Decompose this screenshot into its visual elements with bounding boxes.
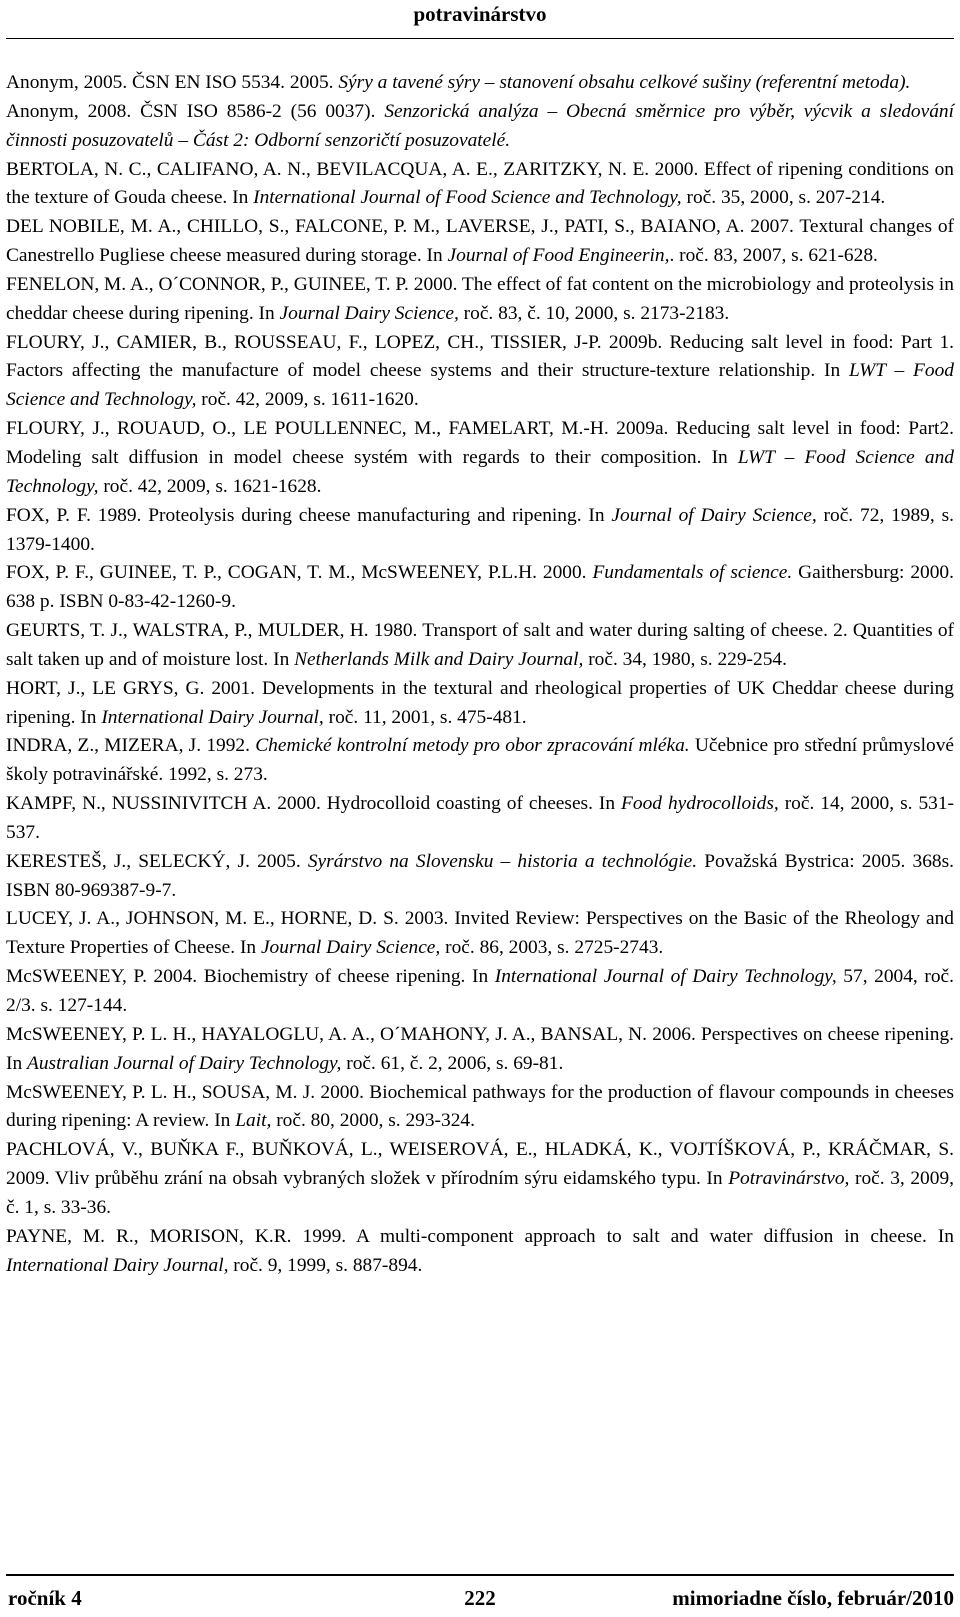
reference-source: International Dairy Journal, bbox=[6, 1254, 229, 1276]
reference-text: KAMPF, N., NUSSINIVITCH A. 2000. Hydrocolloid coasting of cheeses. In bbox=[6, 793, 622, 815]
reference-entry bbox=[6, 1021, 954, 1079]
page-header bbox=[0, 0, 960, 28]
page-footer bbox=[6, 1584, 954, 1612]
page-number: 222 bbox=[464, 1586, 496, 1610]
footer-divider bbox=[6, 1574, 954, 1576]
reference-text: Učebnice pro střední průmyslové školy potravinářské. 1992, s. 273. bbox=[6, 735, 954, 786]
reference-source: Senzorická analýza – Obecná směrnice pro výběr, výcvik a sledování činnosti posuzovatelů – Část 2: Odborní senzoričtí posuzovatelé. bbox=[6, 100, 954, 151]
reference-entry bbox=[6, 559, 954, 617]
reference-entry bbox=[6, 732, 954, 790]
reference-list bbox=[6, 69, 954, 1280]
reference-text: FENELON, M. A., O´CONNOR, P., GUINEE, T. P. 2000. The effect of fat content on the microbiology and proteolysis in cheddar cheese during ripening. In bbox=[6, 273, 954, 324]
reference-text: LUCEY, J. A., JOHNSON, M. E., HORNE, D. S. 2003. Invited Review: Perspectives on the Basic of the Rheology and Texture Properties of Cheese. In bbox=[6, 908, 954, 959]
reference-text: roč. 35, 2000, s. 207-214. bbox=[681, 187, 886, 209]
reference-entry bbox=[6, 213, 954, 271]
reference-source: Syrárstvo na Slovensku – historia a technológie. bbox=[307, 850, 698, 872]
reference-text: roč. 86, 2003, s. 2725-2743. bbox=[440, 937, 664, 959]
reference-entry bbox=[6, 848, 954, 906]
reference-source: International Journal of Food Science and Technology, bbox=[253, 187, 682, 209]
reference-text: Považská Bystrica: 2005. 368s. ISBN 80-969387-9-7. bbox=[6, 850, 954, 901]
reference-source: Lait, bbox=[235, 1110, 272, 1132]
reference-text: roč. 11, 2001, s. 475-481. bbox=[323, 706, 527, 728]
reference-entry bbox=[6, 502, 954, 560]
issue-label: mimoriadne číslo, február/2010 bbox=[672, 1586, 954, 1610]
reference-text: Gaithersburg: 2000. 638 p. ISBN 0-83-42-1260-9. bbox=[6, 562, 954, 613]
reference-source: International Journal of Dairy Technology, bbox=[494, 966, 837, 988]
reference-text: McSWEENEY, P. L. H., SOUSA, M. J. 2000. Biochemical pathways for the production of flavour compounds in cheeses during ripening: A review. In bbox=[6, 1081, 954, 1132]
reference-text: PAYNE, M. R., MORISON, K.R. 1999. A multi-component approach to salt and water diffusion in cheese. In bbox=[6, 1225, 954, 1247]
reference-source: LWT – Food Science and Technology, bbox=[6, 446, 954, 497]
reference-source: Chemické kontrolní metody pro obor zpracování mléka. bbox=[255, 735, 690, 757]
reference-entry bbox=[6, 905, 954, 963]
reference-entry bbox=[6, 156, 954, 214]
reference-text: PACHLOVÁ, V., BUŇKA F., BUŇKOVÁ, L., WEISEROVÁ, E., HLADKÁ, K., VOJTÍŠKOVÁ, P., KRÁČMAR, S. 2009. Vliv průběhu zrání na obsah vybraných složek v přírodním sýru eidamského typu. In bbox=[6, 1139, 954, 1190]
reference-entry bbox=[6, 271, 954, 329]
reference-entry bbox=[6, 1136, 954, 1223]
journal-title: potravinárstvo bbox=[413, 2, 547, 26]
reference-text: FOX, P. F. 1989. Proteolysis during cheese manufacturing and ripening. In bbox=[6, 504, 612, 526]
reference-source: Australian Journal of Dairy Technology, bbox=[27, 1052, 342, 1074]
reference-text: roč. 3, 2009, č. 1, s. 33-36. bbox=[6, 1168, 954, 1218]
reference-source: Potravinárstvo, bbox=[728, 1168, 850, 1190]
reference-text: BERTOLA, N. C., CALIFANO, A. N., BEVILACQUA, A. E., ZARITZKY, N. E. 2000. Effect of ripening conditions on the texture of Gouda cheese. In bbox=[6, 158, 954, 209]
reference-text: KERESTEŠ, J., SELECKÝ, J. 2005. bbox=[6, 850, 308, 872]
reference-source: Fundamentals of science. bbox=[592, 562, 793, 584]
reference-source: Journal Dairy Science, bbox=[260, 937, 441, 959]
reference-text: roč. 34, 1980, s. 229-254. bbox=[583, 648, 787, 670]
reference-text: roč. 80, 2000, s. 293-324. bbox=[271, 1110, 475, 1132]
reference-entry bbox=[6, 98, 954, 156]
reference-text: GEURTS, T. J., WALSTRA, P., MULDER, H. 1980. Transport of salt and water during salting of cheese. 2. Quantities of salt taken up and of moisture lost. In bbox=[6, 620, 954, 670]
reference-text: roč. 9, 1999, s. 887-894. bbox=[228, 1254, 423, 1276]
reference-text: roč. 72, 1989, s. 1379-1400. bbox=[6, 504, 954, 555]
reference-text: FLOURY, J., CAMIER, B., ROUSSEAU, F., LOPEZ, CH., TISSIER, J-P. 2009b. Reducing salt level in food: Part 1. Factors affecting the manufacture of model cheese systems and their structure-texture relationship. In bbox=[6, 331, 954, 382]
header-divider bbox=[6, 38, 954, 39]
reference-source: LWT – Food Science and Technology, bbox=[6, 360, 954, 411]
reference-source: Food hydrocolloids, bbox=[621, 793, 779, 815]
reference-entry bbox=[6, 415, 954, 502]
reference-text: roč. 14, 2000, s. 531-537. bbox=[6, 793, 954, 843]
reference-entry bbox=[6, 329, 954, 416]
reference-text: FOX, P. F., GUINEE, T. P., COGAN, T. M., McSWEENEY, P.L.H. 2000. bbox=[6, 562, 593, 584]
reference-text: HORT, J., LE GRYS, G. 2001. Developments in the textural and rheological properties of UK Cheddar cheese during ripening. In bbox=[6, 677, 954, 728]
volume-label: ročník 4 bbox=[8, 1586, 82, 1610]
reference-source: Journal Dairy Science, bbox=[279, 302, 459, 324]
reference-text: McSWEENEY, P. 2004. Biochemistry of cheese ripening. In bbox=[6, 966, 495, 988]
reference-source: Journal of Food Engineerin, bbox=[447, 245, 670, 267]
reference-text: 57, 2004, roč. 2/3. s. 127-144. bbox=[6, 966, 955, 1016]
reference-entry bbox=[6, 675, 954, 733]
reference-entry bbox=[6, 963, 954, 1021]
reference-text: DEL NOBILE, M. A., CHILLO, S., FALCONE, P. M., LAVERSE, J., PATI, S., BAIANO, A. 2007. Textural changes of Canestrello Pugliese cheese measured during storage. In bbox=[6, 216, 954, 267]
reference-entry bbox=[6, 790, 954, 848]
reference-source: International Dairy Journal, bbox=[101, 706, 324, 728]
reference-text: INDRA, Z., MIZERA, J. 1992. bbox=[6, 735, 256, 757]
reference-entry bbox=[6, 617, 954, 675]
reference-source: Journal of Dairy Science, bbox=[611, 504, 817, 526]
reference-text: McSWEENEY, P. L. H., HAYALOGLU, A. A., O´MAHONY, J. A., BANSAL, N. 2006. Perspectives on cheese ripening. In bbox=[6, 1023, 954, 1074]
reference-entry bbox=[6, 69, 954, 98]
reference-text: roč. 61, č. 2, 2006, s. 69-81. bbox=[341, 1052, 564, 1074]
reference-text: roč. 42, 2009, s. 1621-1628. bbox=[98, 475, 322, 497]
reference-source: Netherlands Milk and Dairy Journal, bbox=[294, 648, 584, 670]
reference-text: FLOURY, J., ROUAUD, O., LE POULLENNEC, M., FAMELART, M.-H. 2009a. Reducing salt level in food: Part2. Modeling salt diffusion in model cheese systém with regards to their composition. In bbox=[6, 418, 954, 468]
reference-text: Anonym, 2008. ČSN ISO 8586-2 (56 0037). bbox=[6, 100, 385, 122]
reference-text: roč. 83, č. 10, 2000, s. 2173-2183. bbox=[458, 302, 730, 324]
reference-text: Anonym, 2005. ČSN EN ISO 5534. 2005. bbox=[6, 72, 339, 93]
reference-source: Sýry a tavené sýry – stanovení obsahu celkové sušiny (referentní metoda). bbox=[338, 72, 911, 93]
reference-text: roč. 42, 2009, s. 1611-1620. bbox=[196, 389, 419, 411]
reference-text: . roč. 83, 2007, s. 621-628. bbox=[669, 245, 878, 267]
reference-entry bbox=[6, 1223, 954, 1281]
reference-entry bbox=[6, 1079, 954, 1137]
